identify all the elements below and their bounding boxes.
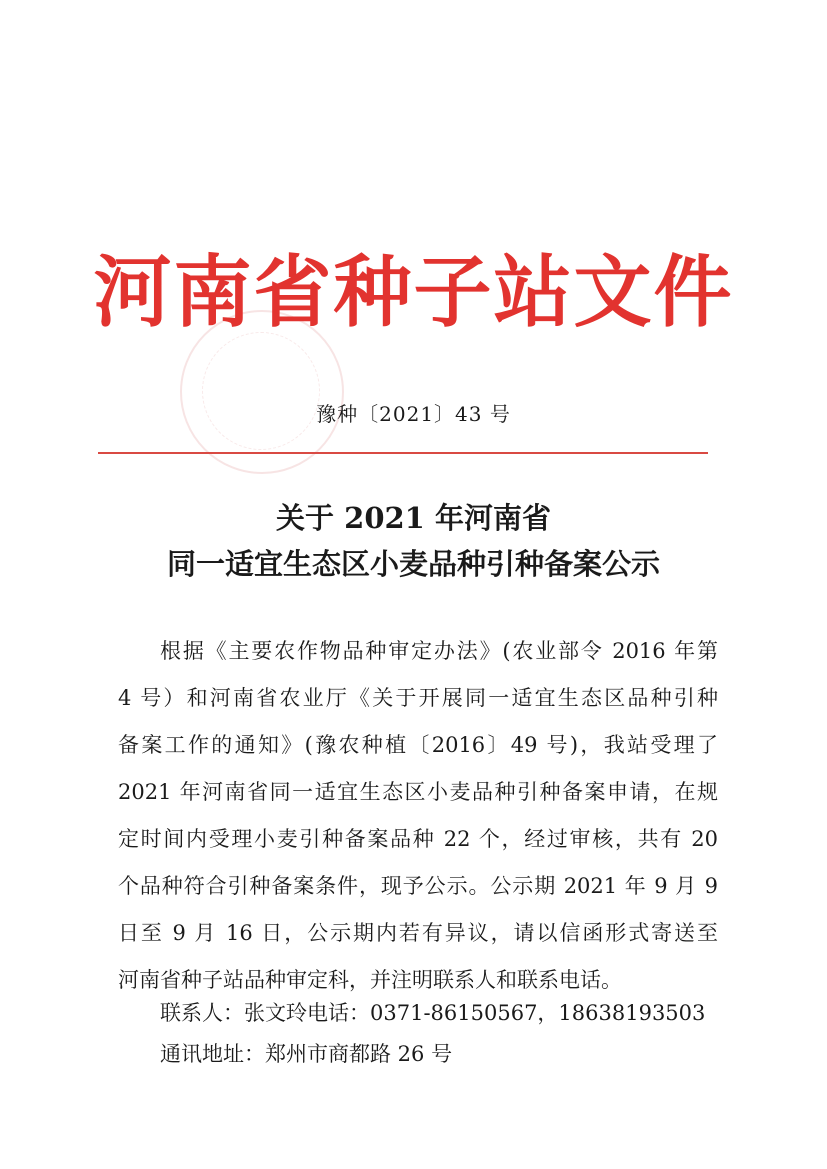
notice-title-line-2: 同一适宜生态区小麦品种引种备案公示 [166, 547, 660, 581]
body-text-line: 河南省种子站品种审定科，并注明联系人和联系电话。 [118, 968, 622, 992]
document-masthead-title: 河南省种子站文件 [93, 247, 734, 338]
body-text-line: 日至 9 月 16 日，公示期内若有异议，请以信函形式寄送至 [118, 921, 718, 945]
document-number: 豫种〔2021〕43 号 [316, 402, 511, 426]
body-text-line: 备案工作的通知》(豫农种植〔2016〕49 号)，我站受理了 [118, 733, 718, 757]
masthead-red-rule [98, 452, 708, 454]
body-text-line: 个品种符合引种备案条件，现予公示。公示期 2021 年 9 月 9 [118, 874, 718, 898]
notice-title-line-1: 关于 2021 年河南省 [276, 501, 551, 535]
contact-address: 通讯地址：郑州市商都路 26 号 [160, 1042, 453, 1066]
contact-person-phone: 联系人：张文玲电话：0371-86150567，18638193503 [160, 1001, 706, 1025]
body-text-line: 2021 年河南省同一适宜生态区小麦品种引种备案申请，在规 [118, 780, 718, 804]
official-seal-inner-ring [202, 332, 320, 450]
body-text-line: 根据《主要农作物品种审定办法》(农业部令 2016 年第 [160, 639, 718, 663]
body-text-line: 定时间内受理小麦引种备案品种 22 个，经过审核，共有 20 [118, 827, 718, 851]
body-text-line: 4 号）和河南省农业厅《关于开展同一适宜生态区品种引种 [118, 686, 718, 710]
